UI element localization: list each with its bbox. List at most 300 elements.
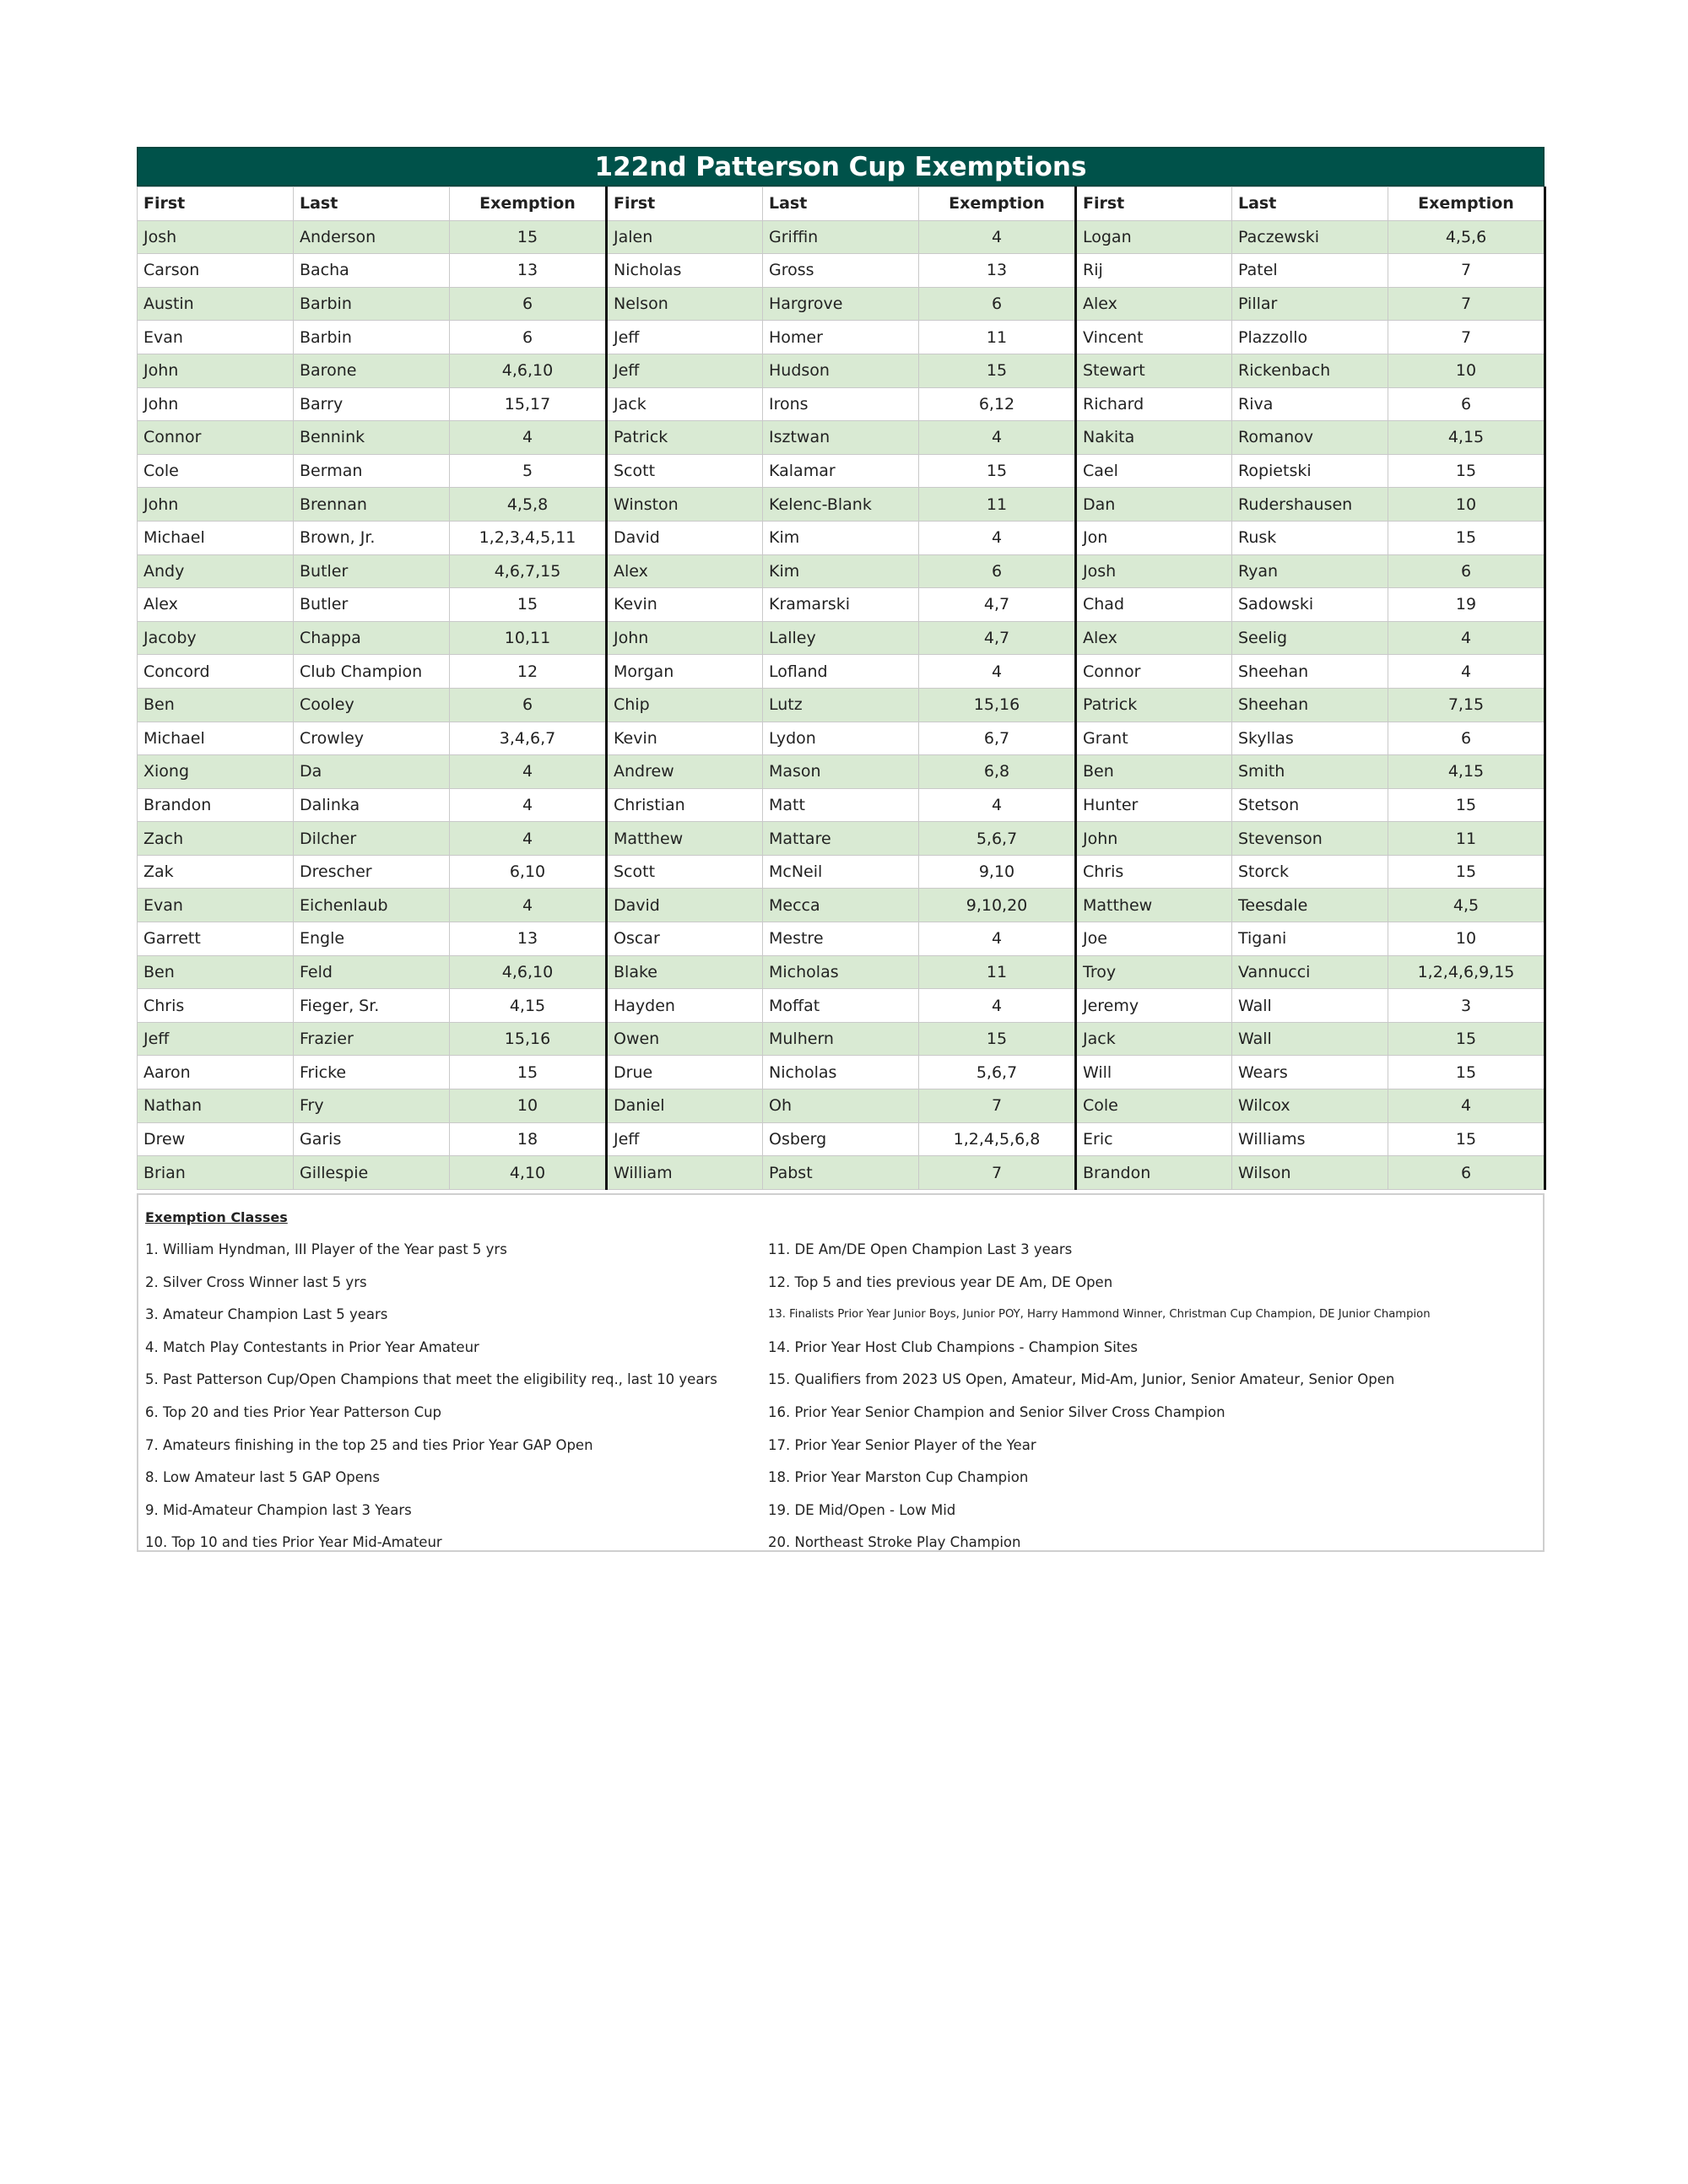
last-name-cell: Barbin: [294, 287, 450, 321]
last-name-cell: Eichenlaub: [294, 889, 450, 922]
first-name-cell: Ben: [138, 955, 294, 989]
exemption-cell: 6: [919, 287, 1076, 321]
last-name-cell: Wears: [1232, 1056, 1388, 1089]
exemption-cell: 10: [1388, 922, 1545, 956]
exemption-cell: 15,17: [450, 387, 607, 421]
last-name-cell: Osberg: [763, 1122, 919, 1156]
exemption-cell: 4: [1388, 655, 1545, 689]
first-name-cell: John: [1076, 822, 1232, 856]
exemption-cell: 13: [919, 254, 1076, 288]
exemption-cell: 4: [450, 822, 607, 856]
table-row: [138, 588, 1545, 622]
first-name-cell: Connor: [138, 421, 294, 455]
first-name-cell: Jeff: [138, 1022, 294, 1056]
last-name-cell: Lydon: [763, 722, 919, 755]
last-name-cell: Romanov: [1232, 421, 1388, 455]
exemption-cell: 13: [450, 922, 607, 956]
last-name-cell: Berman: [294, 454, 450, 488]
exemption-cell: 7: [919, 1089, 1076, 1123]
exemption-cell: 6,8: [919, 755, 1076, 789]
exemption-class-item: 14. Prior Year Host Club Champions - Champion Sites: [768, 1338, 1139, 1355]
last-name-cell: Hargrove: [763, 287, 919, 321]
last-name-cell: Hudson: [763, 354, 919, 387]
last-name-cell: Pabst: [763, 1156, 919, 1190]
last-name-cell: Rudershausen: [1232, 488, 1388, 522]
first-name-cell: Richard: [1076, 387, 1232, 421]
first-name-cell: Evan: [138, 889, 294, 922]
table-row: [138, 220, 1545, 254]
last-name-cell: Sadowski: [1232, 588, 1388, 622]
exemption-cell: 4,5,6: [1388, 220, 1545, 254]
exemption-class-item: 7. Amateurs finishing in the top 25 and ties Prior Year GAP Open: [145, 1436, 593, 1453]
last-name-cell: Griffin: [763, 220, 919, 254]
exemption-cell: 4: [450, 421, 607, 455]
exemption-cell: 4: [919, 521, 1076, 554]
first-name-cell: Nathan: [138, 1089, 294, 1123]
last-name-cell: Butler: [294, 554, 450, 588]
exemption-cell: 4: [919, 922, 1076, 956]
last-name-cell: Rickenbach: [1232, 354, 1388, 387]
first-name-cell: Jeff: [607, 321, 763, 354]
table-row: [138, 855, 1545, 889]
header-last: Last: [294, 187, 450, 221]
exemption-cell: 10: [1388, 354, 1545, 387]
exemption-cell: 15: [450, 1056, 607, 1089]
exemption-cell: 10: [450, 1089, 607, 1123]
first-name-cell: Josh: [138, 220, 294, 254]
last-name-cell: Fricke: [294, 1056, 450, 1089]
first-name-cell: Ben: [1076, 755, 1232, 789]
exemption-cell: 6: [450, 287, 607, 321]
first-name-cell: Jack: [607, 387, 763, 421]
exemption-cell: 4,7: [919, 621, 1076, 655]
exemption-classes-heading: Exemption Classes: [145, 1209, 288, 1225]
first-name-cell: Carson: [138, 254, 294, 288]
exemption-cell: 15: [919, 454, 1076, 488]
exemption-cell: 6: [1388, 554, 1545, 588]
exemption-cell: 18: [450, 1122, 607, 1156]
first-name-cell: Alex: [1076, 621, 1232, 655]
exemption-class-item: 10. Top 10 and ties Prior Year Mid-Amateur: [145, 1534, 442, 1551]
table-row: [138, 354, 1545, 387]
exemption-class-item: 19. DE Mid/Open - Low Mid: [768, 1501, 956, 1518]
exemption-class-item: 17. Prior Year Senior Player of the Year: [768, 1436, 1036, 1453]
first-name-cell: John: [138, 488, 294, 522]
exemption-class-item: 9. Mid-Amateur Champion last 3 Years: [145, 1501, 412, 1518]
last-name-cell: Barone: [294, 354, 450, 387]
first-name-cell: Cole: [1076, 1089, 1232, 1123]
exemption-cell: 4: [450, 788, 607, 822]
last-name-cell: Frazier: [294, 1022, 450, 1056]
first-name-cell: Hunter: [1076, 788, 1232, 822]
exemption-cell: 19: [1388, 588, 1545, 622]
first-name-cell: Andrew: [607, 755, 763, 789]
table-row: [138, 955, 1545, 989]
exemption-cell: 4: [450, 889, 607, 922]
last-name-cell: McNeil: [763, 855, 919, 889]
first-name-cell: Nicholas: [607, 254, 763, 288]
table-row: [138, 1056, 1545, 1089]
first-name-cell: Austin: [138, 287, 294, 321]
exemption-cell: 15: [1388, 1056, 1545, 1089]
exemptions-table: [137, 147, 1545, 1190]
exemption-cell: 13: [450, 254, 607, 288]
exemption-cell: 4,6,10: [450, 354, 607, 387]
first-name-cell: Jeremy: [1076, 989, 1232, 1023]
table-row: [138, 822, 1545, 856]
header-last: Last: [1232, 187, 1388, 221]
first-name-cell: Brian: [138, 1156, 294, 1190]
exemption-cell: 15,16: [450, 1022, 607, 1056]
last-name-cell: Stevenson: [1232, 822, 1388, 856]
header-exemption: Exemption: [1388, 187, 1545, 221]
first-name-cell: Michael: [138, 722, 294, 755]
last-name-cell: Engle: [294, 922, 450, 956]
first-name-cell: John: [138, 387, 294, 421]
first-name-cell: Chris: [1076, 855, 1232, 889]
first-name-cell: Garrett: [138, 922, 294, 956]
table-row: [138, 421, 1545, 455]
last-name-cell: Dalinka: [294, 788, 450, 822]
first-name-cell: Dan: [1076, 488, 1232, 522]
exemption-class-item: 6. Top 20 and ties Prior Year Patterson Cup: [145, 1403, 442, 1420]
last-name-cell: Stetson: [1232, 788, 1388, 822]
table-row: [138, 521, 1545, 554]
last-name-cell: Paczewski: [1232, 220, 1388, 254]
exemption-class-item: 20. Northeast Stroke Play Champion: [768, 1534, 1021, 1551]
exemption-cell: 4: [919, 788, 1076, 822]
table-row: [138, 1089, 1545, 1123]
exemption-cell: 6: [1388, 722, 1545, 755]
last-name-cell: Chappa: [294, 621, 450, 655]
last-name-cell: Lalley: [763, 621, 919, 655]
exemption-cell: 7: [1388, 321, 1545, 354]
first-name-cell: Evan: [138, 321, 294, 354]
first-name-cell: Aaron: [138, 1056, 294, 1089]
exemption-class-item: 18. Prior Year Marston Cup Champion: [768, 1469, 1029, 1486]
exemption-class-item: 11. DE Am/DE Open Champion Last 3 years: [768, 1241, 1073, 1257]
first-name-cell: Patrick: [1076, 688, 1232, 722]
last-name-cell: Lofland: [763, 655, 919, 689]
first-name-cell: Cole: [138, 454, 294, 488]
exemption-cell: 4: [919, 989, 1076, 1023]
last-name-cell: Wilcox: [1232, 1089, 1388, 1123]
first-name-cell: Chris: [138, 989, 294, 1023]
last-name-cell: Ropietski: [1232, 454, 1388, 488]
exemption-cell: 7: [1388, 287, 1545, 321]
first-name-cell: Scott: [607, 855, 763, 889]
exemption-cell: 15,16: [919, 688, 1076, 722]
exemption-cell: 11: [1388, 822, 1545, 856]
last-name-cell: Isztwan: [763, 421, 919, 455]
table-row: [138, 688, 1545, 722]
first-name-cell: Vincent: [1076, 321, 1232, 354]
exemption-class-item: 12. Top 5 and ties previous year DE Am, DE Open: [768, 1273, 1113, 1290]
table-row: [138, 1156, 1545, 1190]
exemption-cell: 11: [919, 488, 1076, 522]
last-name-cell: Mulhern: [763, 1022, 919, 1056]
first-name-cell: Morgan: [607, 655, 763, 689]
last-name-cell: Club Champion: [294, 655, 450, 689]
last-name-cell: Irons: [763, 387, 919, 421]
table-row: [138, 387, 1545, 421]
first-name-cell: Zak: [138, 855, 294, 889]
first-name-cell: Blake: [607, 955, 763, 989]
last-name-cell: Gross: [763, 254, 919, 288]
last-name-cell: Mestre: [763, 922, 919, 956]
first-name-cell: Michael: [138, 521, 294, 554]
last-name-cell: Mattare: [763, 822, 919, 856]
exemption-classes-list-right: [768, 1239, 1431, 1565]
header-first: First: [1076, 187, 1232, 221]
exemption-cell: 4: [919, 421, 1076, 455]
table-row: [138, 722, 1545, 755]
first-name-cell: Chad: [1076, 588, 1232, 622]
exemption-classes-box: [137, 1193, 1545, 1552]
last-name-cell: Da: [294, 755, 450, 789]
last-name-cell: Sheehan: [1232, 655, 1388, 689]
exemption-cell: 4: [919, 220, 1076, 254]
exemption-cell: 7: [919, 1156, 1076, 1190]
exemption-cell: 15: [450, 588, 607, 622]
last-name-cell: Kelenc-Blank: [763, 488, 919, 522]
table-row: [138, 989, 1545, 1023]
last-name-cell: Gillespie: [294, 1156, 450, 1190]
last-name-cell: Barbin: [294, 321, 450, 354]
table-row: [138, 454, 1545, 488]
header-row: [138, 187, 1545, 221]
table-row: [138, 621, 1545, 655]
exemption-class-item: 2. Silver Cross Winner last 5 yrs: [145, 1273, 367, 1290]
exemption-cell: 6,10: [450, 855, 607, 889]
exemption-cell: 5,6,7: [919, 1056, 1076, 1089]
exemption-cell: 4,15: [1388, 421, 1545, 455]
exemption-cell: 11: [919, 955, 1076, 989]
exemption-class-item: 5. Past Patterson Cup/Open Champions that meet the eligibility req., last 10 years: [145, 1371, 717, 1388]
exemption-class-item: 1. William Hyndman, III Player of the Year past 5 yrs: [145, 1241, 507, 1257]
exemption-cell: 12: [450, 655, 607, 689]
exemption-cell: 6: [450, 321, 607, 354]
last-name-cell: Mason: [763, 755, 919, 789]
last-name-cell: Anderson: [294, 220, 450, 254]
last-name-cell: Brennan: [294, 488, 450, 522]
last-name-cell: Wall: [1232, 989, 1388, 1023]
first-name-cell: Concord: [138, 655, 294, 689]
first-name-cell: Cael: [1076, 454, 1232, 488]
first-name-cell: John: [138, 354, 294, 387]
last-name-cell: Plazzollo: [1232, 321, 1388, 354]
last-name-cell: Vannucci: [1232, 955, 1388, 989]
last-name-cell: Tigani: [1232, 922, 1388, 956]
first-name-cell: Eric: [1076, 1122, 1232, 1156]
first-name-cell: Drew: [138, 1122, 294, 1156]
exemption-cell: 4,15: [1388, 755, 1545, 789]
last-name-cell: Kim: [763, 554, 919, 588]
exemption-cell: 4,10: [450, 1156, 607, 1190]
first-name-cell: David: [607, 521, 763, 554]
exemption-cell: 15: [450, 220, 607, 254]
exemption-class-item: 8. Low Amateur last 5 GAP Opens: [145, 1469, 380, 1486]
first-name-cell: Oscar: [607, 922, 763, 956]
last-name-cell: Lutz: [763, 688, 919, 722]
table-row: [138, 655, 1545, 689]
last-name-cell: Dilcher: [294, 822, 450, 856]
last-name-cell: Kalamar: [763, 454, 919, 488]
first-name-cell: Alex: [138, 588, 294, 622]
last-name-cell: Matt: [763, 788, 919, 822]
first-name-cell: Chip: [607, 688, 763, 722]
last-name-cell: Kim: [763, 521, 919, 554]
exemption-cell: 5: [450, 454, 607, 488]
header-exemption: Exemption: [450, 187, 607, 221]
first-name-cell: William: [607, 1156, 763, 1190]
table-body: [138, 220, 1545, 1189]
last-name-cell: Feld: [294, 955, 450, 989]
last-name-cell: Pillar: [1232, 287, 1388, 321]
table-row: [138, 788, 1545, 822]
exemption-cell: 4,15: [450, 989, 607, 1023]
exemption-cell: 15: [1388, 855, 1545, 889]
first-name-cell: Connor: [1076, 655, 1232, 689]
table-row: [138, 922, 1545, 956]
last-name-cell: Fieger, Sr.: [294, 989, 450, 1023]
last-name-cell: Bacha: [294, 254, 450, 288]
first-name-cell: Jacoby: [138, 621, 294, 655]
exemption-class-item: 4. Match Play Contestants in Prior Year Amateur: [145, 1338, 479, 1355]
exemption-cell: 7: [1388, 254, 1545, 288]
exemption-class-item: 15. Qualifiers from 2023 US Open, Amateur, Mid-Am, Junior, Senior Amateur, Senior Open: [768, 1371, 1395, 1388]
exemption-cell: 3: [1388, 989, 1545, 1023]
exemption-cell: 15: [1388, 788, 1545, 822]
first-name-cell: Christian: [607, 788, 763, 822]
exemption-cell: 15: [1388, 454, 1545, 488]
exemption-cell: 15: [1388, 1122, 1545, 1156]
exemption-cell: 4,5: [1388, 889, 1545, 922]
last-name-cell: Moffat: [763, 989, 919, 1023]
table-row: [138, 254, 1545, 288]
first-name-cell: Scott: [607, 454, 763, 488]
first-name-cell: Matthew: [1076, 889, 1232, 922]
first-name-cell: Alex: [607, 554, 763, 588]
first-name-cell: David: [607, 889, 763, 922]
first-name-cell: Kevin: [607, 722, 763, 755]
last-name-cell: Storck: [1232, 855, 1388, 889]
exemption-cell: 1,2,4,6,9,15: [1388, 955, 1545, 989]
exemption-cell: 4,5,8: [450, 488, 607, 522]
table-row: [138, 1122, 1545, 1156]
last-name-cell: Drescher: [294, 855, 450, 889]
exemption-cell: 3,4,6,7: [450, 722, 607, 755]
exemption-cell: 6: [919, 554, 1076, 588]
last-name-cell: Oh: [763, 1089, 919, 1123]
last-name-cell: Wall: [1232, 1022, 1388, 1056]
first-name-cell: Rij: [1076, 254, 1232, 288]
exemption-cell: 1,2,4,5,6,8: [919, 1122, 1076, 1156]
first-name-cell: Xiong: [138, 755, 294, 789]
exemption-cell: 10: [1388, 488, 1545, 522]
last-name-cell: Wilson: [1232, 1156, 1388, 1190]
last-name-cell: Rusk: [1232, 521, 1388, 554]
exemption-cell: 5,6,7: [919, 822, 1076, 856]
exemption-cell: 4: [1388, 1089, 1545, 1123]
exemption-cell: 4,6,7,15: [450, 554, 607, 588]
last-name-cell: Skyllas: [1232, 722, 1388, 755]
last-name-cell: Cooley: [294, 688, 450, 722]
first-name-cell: Patrick: [607, 421, 763, 455]
first-name-cell: Drue: [607, 1056, 763, 1089]
first-name-cell: Hayden: [607, 989, 763, 1023]
exemption-cell: 4,6,10: [450, 955, 607, 989]
first-name-cell: Jon: [1076, 521, 1232, 554]
exemption-cell: 1,2,3,4,5,11: [450, 521, 607, 554]
exemption-cell: 7,15: [1388, 688, 1545, 722]
header-exemption: Exemption: [919, 187, 1076, 221]
exemption-cell: 4: [450, 755, 607, 789]
exemption-cell: 6: [1388, 1156, 1545, 1190]
last-name-cell: Mecca: [763, 889, 919, 922]
first-name-cell: Jeff: [607, 354, 763, 387]
first-name-cell: Owen: [607, 1022, 763, 1056]
table-row: [138, 321, 1545, 354]
first-name-cell: Daniel: [607, 1089, 763, 1123]
first-name-cell: Jalen: [607, 220, 763, 254]
exemption-cell: 4: [919, 655, 1076, 689]
exemption-cell: 15: [919, 1022, 1076, 1056]
last-name-cell: Kramarski: [763, 588, 919, 622]
last-name-cell: Patel: [1232, 254, 1388, 288]
exemption-cell: 6: [1388, 387, 1545, 421]
last-name-cell: Smith: [1232, 755, 1388, 789]
table-row: [138, 755, 1545, 789]
last-name-cell: Micholas: [763, 955, 919, 989]
first-name-cell: Nakita: [1076, 421, 1232, 455]
table-row: [138, 287, 1545, 321]
first-name-cell: Brandon: [1076, 1156, 1232, 1190]
exemption-class-item: 13. Finalists Prior Year Junior Boys, Junior POY, Harry Hammond Winner, Christman Cup Champion, DE Junior Champion: [768, 1308, 1431, 1322]
last-name-cell: Riva: [1232, 387, 1388, 421]
first-name-cell: Troy: [1076, 955, 1232, 989]
exemption-cell: 11: [919, 321, 1076, 354]
exemption-cell: 6,12: [919, 387, 1076, 421]
last-name-cell: Williams: [1232, 1122, 1388, 1156]
exemption-cell: 15: [1388, 521, 1545, 554]
header-first: First: [138, 187, 294, 221]
first-name-cell: Josh: [1076, 554, 1232, 588]
table-row: [138, 554, 1545, 588]
first-name-cell: Andy: [138, 554, 294, 588]
last-name-cell: Ryan: [1232, 554, 1388, 588]
table-title: 122nd Patterson Cup Exemptions: [137, 147, 1545, 187]
first-name-cell: Stewart: [1076, 354, 1232, 387]
last-name-cell: Crowley: [294, 722, 450, 755]
last-name-cell: Barry: [294, 387, 450, 421]
first-name-cell: Brandon: [138, 788, 294, 822]
last-name-cell: Fry: [294, 1089, 450, 1123]
exemption-cell: 9,10: [919, 855, 1076, 889]
exemption-cell: 15: [1388, 1022, 1545, 1056]
first-name-cell: Matthew: [607, 822, 763, 856]
first-name-cell: Ben: [138, 688, 294, 722]
last-name-cell: Sheehan: [1232, 688, 1388, 722]
first-name-cell: Nelson: [607, 287, 763, 321]
table-row: [138, 1022, 1545, 1056]
table-row: [138, 488, 1545, 522]
exemption-classes-list-left: [145, 1239, 717, 1565]
exemption-cell: 4: [1388, 621, 1545, 655]
last-name-cell: Butler: [294, 588, 450, 622]
exemption-class-item: 16. Prior Year Senior Champion and Senior Silver Cross Champion: [768, 1403, 1225, 1420]
exemptions-grid: [137, 187, 1546, 1190]
